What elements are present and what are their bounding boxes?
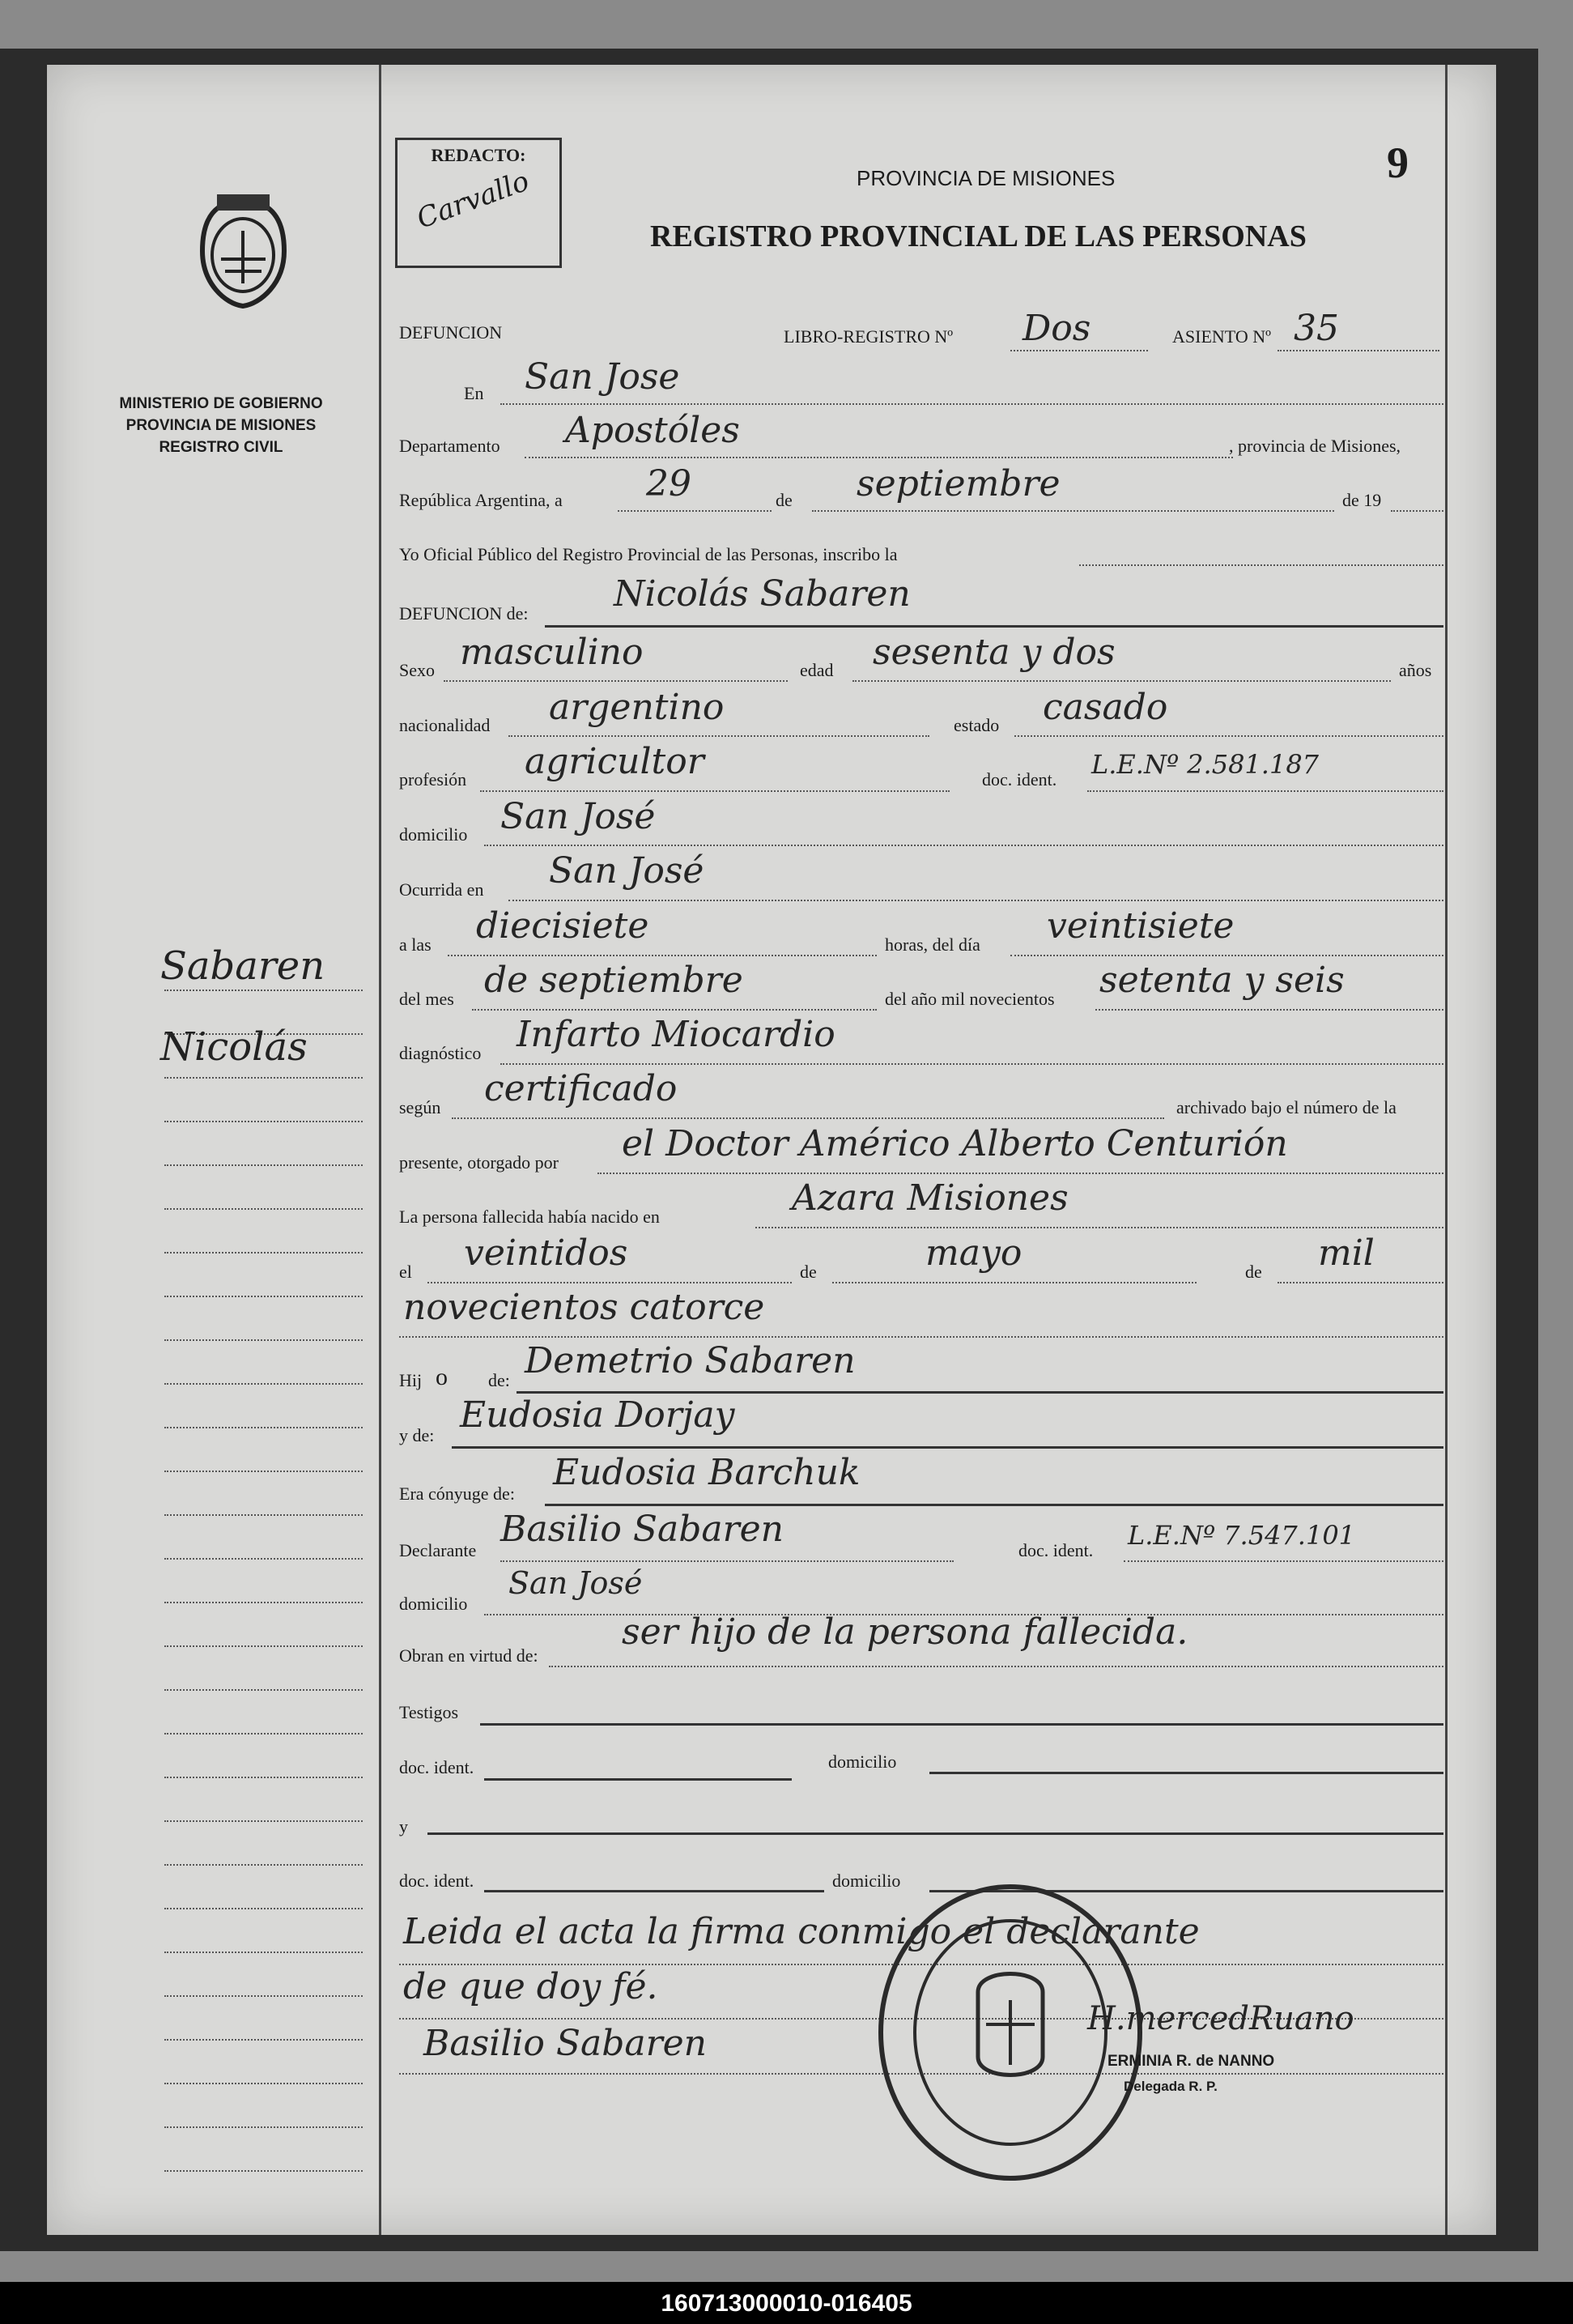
right-rule [1445, 65, 1448, 2235]
horas-label: horas, del día [885, 934, 980, 955]
ano2-value: novecientos catorce [403, 1287, 765, 1328]
hijo-suffix: o [436, 1364, 448, 1390]
estado-label: estado [954, 715, 1000, 735]
a-las-label: a las [399, 934, 432, 955]
ministry-line2: PROVINCIA DE MISIONES [125, 417, 317, 434]
el-label: el [399, 1262, 412, 1282]
dia-line [618, 510, 772, 512]
stamp-subtitle: Delegada R. P. [1124, 2079, 1218, 2094]
domicilio-line [484, 845, 1443, 846]
province-label: PROVINCIA DE MISIONES [857, 166, 1116, 190]
defuncion-de-value: Nicolás Sabaren [614, 573, 911, 615]
del-mes-value: de septiembre [484, 960, 743, 1001]
madre-value: Eudosia Dorjay [460, 1394, 735, 1436]
asiento-value: 35 [1294, 308, 1339, 349]
presente-label: presente, otorgado por [399, 1152, 559, 1173]
obran-line [549, 1666, 1443, 1667]
edad-label: edad [800, 660, 834, 680]
del-mes-label: del mes [399, 989, 454, 1009]
left-margin-column [47, 65, 381, 2235]
a-las-line [448, 955, 877, 956]
departamento-line [525, 457, 1233, 458]
testigos-line [480, 1723, 1443, 1726]
yo-oficial-line [1079, 564, 1443, 566]
margin-surname: Sabaren [160, 943, 325, 989]
ministry-header [63, 393, 379, 458]
nacionalidad-line [508, 735, 929, 737]
obran-label: Obran en virtud de: [399, 1645, 538, 1666]
domicilio2-value: San José [508, 1565, 643, 1601]
obran-value: ser hijo de la persona fallecida. [622, 1611, 1188, 1653]
ocurrida-label: Ocurrida en [399, 879, 484, 900]
sexo-value: masculino [460, 632, 644, 673]
conyuge-line [545, 1504, 1443, 1506]
republica-label: República Argentina, a [399, 490, 563, 510]
declarante-line [500, 1560, 954, 1562]
en-line [500, 403, 1443, 405]
doc-ident-label: doc. ident. [982, 769, 1057, 790]
de2-label: de [800, 1262, 817, 1282]
libro-label: LIBRO-REGISTRO Nº [784, 326, 954, 347]
ocurrida-value: San José [549, 850, 704, 892]
libro-value: Dos [1022, 308, 1091, 349]
declarante-value: Basilio Sabaren [500, 1509, 784, 1550]
redacto-label: REDACTO: [431, 145, 526, 165]
diagnostico-line [500, 1063, 1443, 1065]
doc-ident3-line [484, 1778, 792, 1781]
domicilio4-label: domicilio [832, 1871, 901, 1891]
mil-value: mil [1318, 1232, 1375, 1274]
signature-oficial: H.mercedRuano [1087, 2000, 1354, 2037]
provincia-suffix: , provincia de Misiones, [1229, 436, 1401, 456]
doc-ident2-label: doc. ident. [1018, 1540, 1094, 1560]
profesion-label: profesión [399, 769, 467, 790]
del-ano-line [1095, 1009, 1443, 1011]
conyuge-label: Era cónyuge de: [399, 1483, 515, 1504]
closing-line1: Leida el acta la firma conmigo el declarante [403, 1911, 1200, 1952]
doc-ident2-line [1124, 1560, 1443, 1562]
mes2-line [832, 1282, 1197, 1283]
el-value: veintidos [464, 1232, 628, 1274]
segun-value: certificado [484, 1068, 678, 1109]
estado-value: casado [1043, 687, 1168, 728]
margin-ruled-lines [164, 947, 363, 2172]
doc-ident3-label: doc. ident. [399, 1757, 474, 1777]
doc-ident-value: L.E.Nº 2.581.187 [1091, 749, 1320, 780]
doc-ident4-label: doc. ident. [399, 1871, 474, 1891]
horas-line [1010, 955, 1443, 956]
estado-line [1014, 735, 1443, 737]
hijo-de-label: de: [488, 1370, 510, 1390]
a-las-value: diecisiete [476, 905, 649, 947]
domicilio2-label: domicilio [399, 1594, 468, 1614]
testigos-label: Testigos [399, 1702, 459, 1722]
presente-value: el Doctor Américo Alberto Centurión [622, 1123, 1288, 1164]
nacido-value: Azara Misiones [792, 1177, 1069, 1219]
register-page [47, 65, 1496, 2235]
year-line [1391, 510, 1443, 512]
defuncion-de-line [545, 625, 1443, 628]
nacido-label: La persona fallecida había nacido en [399, 1207, 660, 1227]
nacido-line [755, 1227, 1443, 1228]
redacto-box [395, 138, 562, 268]
yo-oficial-text: Yo Oficial Público del Registro Provincial de las Personas, inscribo la [399, 544, 898, 564]
del-ano-value: setenta y seis [1099, 960, 1345, 1001]
doc-ident4-line [484, 1890, 824, 1892]
asiento-line [1278, 350, 1439, 351]
domicilio-label: domicilio [399, 824, 468, 845]
stamp-name: ERMINIA R. de NANNO [1107, 2053, 1275, 2070]
ocurrida-line [508, 900, 1443, 901]
domicilio3-label: domicilio [828, 1752, 897, 1772]
signature-declarante: Basilio Sabaren [423, 2023, 708, 2064]
edad-line [852, 680, 1391, 682]
del-ano-label: del año mil novecientos [885, 989, 1055, 1009]
y-label: y [399, 1816, 408, 1837]
hijo-label: Hij [399, 1370, 423, 1390]
en-label: En [464, 383, 484, 403]
asiento-label: ASIENTO Nº [1172, 326, 1271, 347]
nacionalidad-value: argentino [549, 687, 725, 728]
redacto-signature: Carvallo [412, 164, 534, 236]
el-line [427, 1282, 792, 1283]
ano2-line [399, 1336, 1443, 1338]
horas-value: veintisiete [1047, 905, 1235, 947]
edad-value: sesenta y dos [873, 632, 1116, 673]
padre-value: Demetrio Sabaren [525, 1340, 856, 1381]
mil-line [1278, 1282, 1443, 1283]
nacionalidad-label: nacionalidad [399, 715, 491, 735]
ministry-line1: MINISTERIO DE GOBIERNO [119, 395, 323, 412]
segun-line [452, 1117, 1164, 1119]
scan-id: 160713000010-016405 [661, 2290, 912, 2317]
doc-ident2-value: L.E.Nº 7.547.101 [1128, 1520, 1356, 1551]
doc-ident-line [1087, 790, 1443, 792]
sexo-line [444, 680, 788, 682]
registry-title: REGISTRO PROVINCIAL DE LAS PERSONAS [650, 219, 1307, 253]
y-de-label: y de: [399, 1425, 435, 1445]
departamento-label: Departamento [399, 436, 500, 456]
presente-line [597, 1173, 1443, 1174]
diagnostico-value: Infarto Miocardio [517, 1014, 835, 1055]
profesion-line [480, 790, 950, 792]
domicilio-value: San José [500, 796, 656, 837]
mes2-value: mayo [925, 1232, 1022, 1274]
de19-label: de 19 [1342, 490, 1382, 510]
page-number: 9 [1387, 138, 1409, 187]
margin-given-name: Nicolás [160, 1024, 308, 1070]
y-line [427, 1832, 1443, 1835]
departamento-value: Apostóles [565, 410, 740, 451]
madre-line [452, 1446, 1443, 1449]
sexo-label: Sexo [399, 660, 435, 680]
diagnostico-label: diagnóstico [399, 1043, 482, 1063]
scan-footer [0, 2282, 1573, 2324]
libro-line [1010, 350, 1148, 351]
domicilio3-line [929, 1772, 1443, 1774]
profesion-value: agricultor [525, 741, 704, 782]
dia-value: 29 [646, 463, 691, 504]
mes-line [812, 510, 1334, 512]
ministry-line3: REGISTRO CIVIL [159, 439, 283, 456]
en-value: San Jose [525, 356, 680, 398]
padre-line [517, 1391, 1443, 1394]
defuncion-de-label: DEFUNCION de: [399, 603, 529, 624]
closing-line2: de que doy fé. [403, 1966, 658, 2007]
de3-label: de [1245, 1262, 1262, 1282]
del-mes-line [472, 1009, 877, 1011]
de-label: de [776, 490, 793, 510]
province-emblem-icon [193, 194, 294, 312]
mes-value: septiembre [857, 463, 1061, 504]
conyuge-value: Eudosia Barchuk [553, 1452, 861, 1493]
segun-label: según [399, 1097, 441, 1117]
declarante-label: Declarante [399, 1540, 477, 1560]
book-cover [0, 49, 1538, 2251]
defuncion-label: DEFUNCION [399, 322, 503, 343]
anos-label: años [1399, 660, 1432, 680]
archivado-label: archivado bajo el número de la [1176, 1097, 1397, 1117]
